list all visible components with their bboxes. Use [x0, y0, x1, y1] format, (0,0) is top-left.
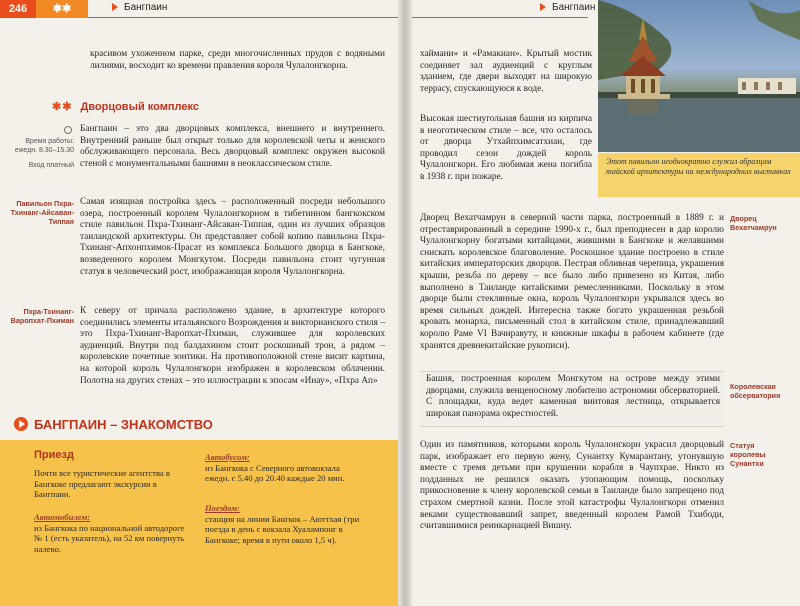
bus-text: из Бангкока с Северного автовокзала ежедн. с 5.40 до 20.40 каждые 20 мин. — [205, 462, 345, 484]
running-title-right-text: Бангпаин — [552, 2, 596, 13]
header-rule — [88, 17, 398, 18]
arrival-heading: Приезд — [34, 449, 74, 461]
palace-paragraph: Бангпаин – это два дворцовых комплекса, внешнего и внутреннего. Внутренний раньше был открыт только для королевской четы и женского обслуживающего персонала. Весь дворцовый комплекс окружен высокой стеной с монументальными башнями в неоклассическом стиле. — [80, 124, 385, 169]
car-block — [34, 512, 194, 554]
palace-heading-text: Дворцовый комплекс — [80, 101, 199, 113]
train-label: Поездом: — [205, 503, 240, 513]
varophat-paragraph: К северу от причала расположено здание, в архитектуре которого соединились элементы итальянского Возрождения и викторианского стиля – это Пхра-Тхинанг-Варопхат-Пхиман, служившее для королевских аудиенций. Внутри под балдахином стоит роскошный трон, а рядом – королевские почетные зонтики. На противоположной стене висит картина, на которой король Чулалонгкорн изображен в королевском облачении. Полотна на других стенах – это иллюстрации к эпосам «Инау», «Пхра Ап» — [80, 306, 385, 386]
pavilion-paragraph: Самая изящная постройка здесь – расположенный посреди небольшого озера, построенный королем Чулалонгкорном в тибетинном бангкокском стиле павильон Пхра-Тхинанг-Айсаван-Типпая, один из лучших образцов таиландской архитектуры. Он представляет собой копию павильона Пхра-Тхинанг-Апхонпхимок-Прасат из комплекса Большого дворца в Бангкоке, возведенного королем Монгкутом. Посреди павильона стоит чугунная статуя в человеческий рост, изображающая короля Чулалонгкорна. — [80, 197, 385, 277]
car-label: Автомобилем: — [34, 512, 91, 522]
right-top-paragraph: хаймани» и «Рамакиан». Крытый мостик соединяет зал аудиенций с круглым зданием, где двери выходят на широкую террасу, спускающуюся к воде. — [420, 49, 592, 94]
intro-section-title — [14, 417, 213, 432]
bus-label: Автобусом: — [205, 452, 250, 462]
palace-info-hours: ежедн. 8.30–15.30 — [14, 147, 74, 154]
vehatchamrun-paragraph: Дворец Вехатчамрун в северной части парка, построенный в 1889 г. и отреставрированный в середине 1990-х г., был преподнесен в дар королю Чулалонгкорну богатыми китайцами, жившими в Бангкоке и желавшими снискать королевское благоволение. Роскошное здание построено в стиле китайских императорских дворцов. Пестрая обливная черепица, украшения крыши, резьба по дереву – все было либо привезено из Китая, либо выполнено в Таиланде китайскими ремесленниками. Поскольку в этом дворце были стеклянные окна, король Чулалонгкорн укрывался здесь во время сильных дождей. Интересна также богато украшенная резьбой кровать монарха, письменный стол в китайском стиле, принадлежавший королю Раме VI Вачиравуту, и книжные шкафы в рабочем кабинете (где хранятся древнекитайские рукописи). — [420, 213, 724, 351]
tower-paragraph: Высокая шестиугольная башня из кирпича в неоготическом стиле – все, что осталось от дворца Утхайпхимсатхиан, где проводил сезон дождей король Чулалонгкорн. Его любимая жена погибла в 1938 г. при пожаре. — [420, 114, 592, 182]
book-gutter — [398, 0, 412, 606]
intro-section-title-text: БАНГПАИН – ЗНАКОМСТВО — [34, 417, 213, 432]
palace-heading — [52, 100, 199, 113]
car-text: из Бангкока по национальной автодороге № 1 (есть указатель), на 52 км повернуть налево. — [34, 522, 185, 554]
page-number: 246 — [0, 0, 36, 18]
palace-info — [14, 137, 74, 170]
triangle-icon — [112, 3, 118, 11]
bus-block — [205, 452, 365, 484]
observatory-paragraph: Башня, построенная королем Монгкутом на острове между этими дворцами, служила венценосному любителю астрономии обсерваторией. С площадки, куда ведет каменная винтовая лестница, открывается широкая панорама окрестностей. — [426, 374, 720, 419]
varophat-side-label: Пхра-Тхинанг-Варопхат-Пхиман — [10, 307, 74, 325]
intro-paragraph: красивом ухоженном парке, среди многочисленных прудов с водяными лилиями, восходит ко времени правления короля Чулалонгкорна. — [90, 49, 385, 71]
train-block — [205, 503, 365, 545]
arrow-circle-icon — [14, 417, 28, 431]
observatory-side-label: Королевская обсерватория — [730, 382, 781, 400]
palace-info-hours-label: Время работы: — [25, 138, 74, 145]
train-text: станция на линии Бангкок – Аюттхая (три поезда в день с вокзала Хуалампонг в Бангкоке; время в пути около 1,5 ч). — [205, 513, 360, 545]
statue-side-label: Статуя королевы Сунантхи — [730, 441, 766, 468]
stars-badge: ✱✱ — [36, 0, 88, 18]
statue-paragraph: Один из памятников, которыми король Чулалонгкорн украсил дворцовый парк, изображает его первую жену, Сунантху Кумарантану, утонувшую вместе с тремя детьми при крушении корабля в Чаупхрае. Никто из подданных не решился оказать утопающим помощь, поскольку прикосновение к члену королевской семьи в Таиланде было запрещено под страхом смертной казни. После этой катастрофы Чулалонгкорн отменил веками существовавший запрет, введенный королем Рамой Тхибоди, считавшимися реинкарнацией Вишну. — [420, 440, 724, 532]
arrival-text: Почти все туристические агентства в Бангкоке предлагают экскурсии в Бангпаин. — [34, 468, 170, 500]
triangle-icon — [540, 3, 546, 11]
pavilion-photo — [598, 0, 800, 152]
vehatchamrun-side-label: Дворец Вехатчамрун — [730, 214, 777, 232]
clock-icon — [64, 126, 72, 134]
running-title-left-text: Бангпаин — [124, 2, 168, 13]
palace-stars: ✱✱ — [52, 101, 73, 113]
running-title-right — [540, 2, 595, 13]
palace-info-fee: Вход платный — [28, 162, 74, 169]
running-title-left — [112, 2, 167, 13]
pavilion-side-label: Павильон Пхра-Тхинанг-Айсаван-Типпая — [10, 199, 74, 226]
photo-caption: Этот павильон неоднократно служил образцом тайской архитектуры на международных выставках — [598, 153, 800, 197]
pavilion-photo-illustration — [598, 0, 800, 152]
